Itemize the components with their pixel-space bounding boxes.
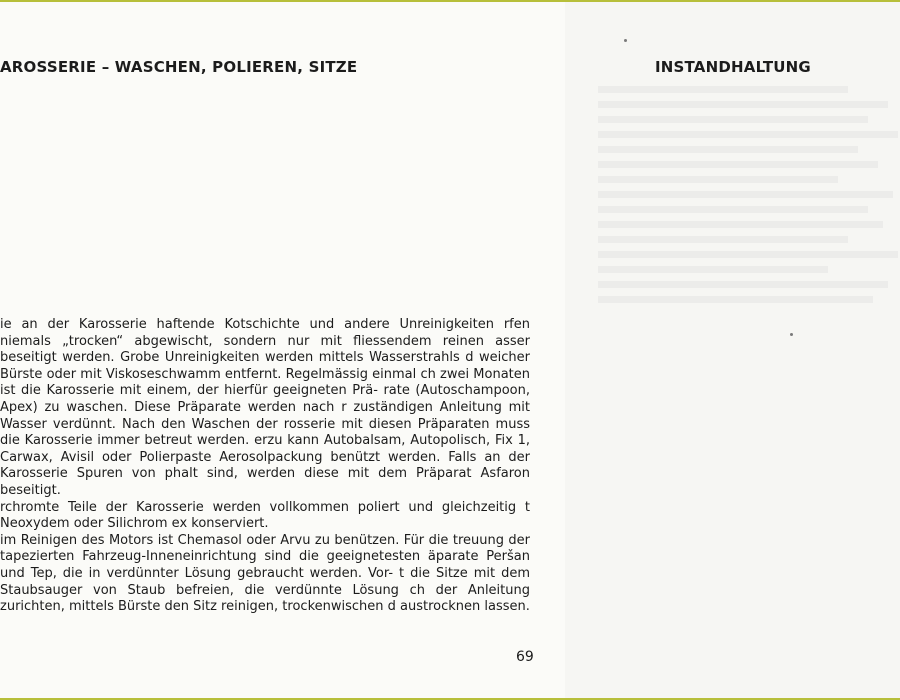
body-text xyxy=(0,317,530,616)
section-heading: AROSSERIE – WASCHEN, POLIEREN, SITZE xyxy=(0,58,358,76)
paragraph-body-washing: ie an der Karosserie haftende Kotschichte und andere Unreinigkeiten rfen niemals „trocken“ abgewischt, sondern nur mit fliessendem reinen asser beseitigt werden. Grobe Unreinigkeiten werden mittels Wasserstrahls d weicher Bürste oder mit Viskoseschwamm entfernt. Regelmässig einmal ch zwei Monaten ist die Karosserie mit einem, der hierfür geeigneten Prä- rate (Autoschampoon, Apex) zu waschen. Diese Präparate werden nach r zuständigen Anleitung mit Wasser verdünnt. Nach den Waschen der rosserie mit diesen Präparaten muss die Karosserie immer betreut werden. erzu kann Autobalsam, Autopolisch, Fix 1, Carwax, Avisil oder Polierpaste Aerosolpackung benützt werden. Falls an der Karosserie Spuren von phalt sind, werden diese mit dem Präparat Asfaron beseitigt. xyxy=(0,317,530,498)
chapter-heading: INSTANDHALTUNG xyxy=(655,58,811,76)
bleed-through-text xyxy=(598,78,900,311)
paragraph-engine-seats: im Reinigen des Motors ist Chemasol oder Arvu zu benützen. Für die treuung der tapezierten Fahrzeug-Inneneinrichtung sind die geeignetesten äparate Peršan und Tep, die in verdünnter Lösung gebraucht werden. Vor- t die Sitze mit dem Staubsauger von Staub befreien, die verdünnte Lösung ch der Anleitung zurichten, mittels Bürste den Sitz reinigen, trockenwischen d austrocknen lassen. xyxy=(0,532,530,615)
top-border xyxy=(0,0,900,2)
paragraph-chrome-parts: rchromte Teile der Karosserie werden vollkommen poliert und gleichzeitig t Neoxydem oder Silichrom ex konserviert. xyxy=(0,499,530,532)
speck-mark xyxy=(790,333,793,336)
speck-mark xyxy=(624,39,627,42)
page-number: 69 xyxy=(516,649,534,665)
